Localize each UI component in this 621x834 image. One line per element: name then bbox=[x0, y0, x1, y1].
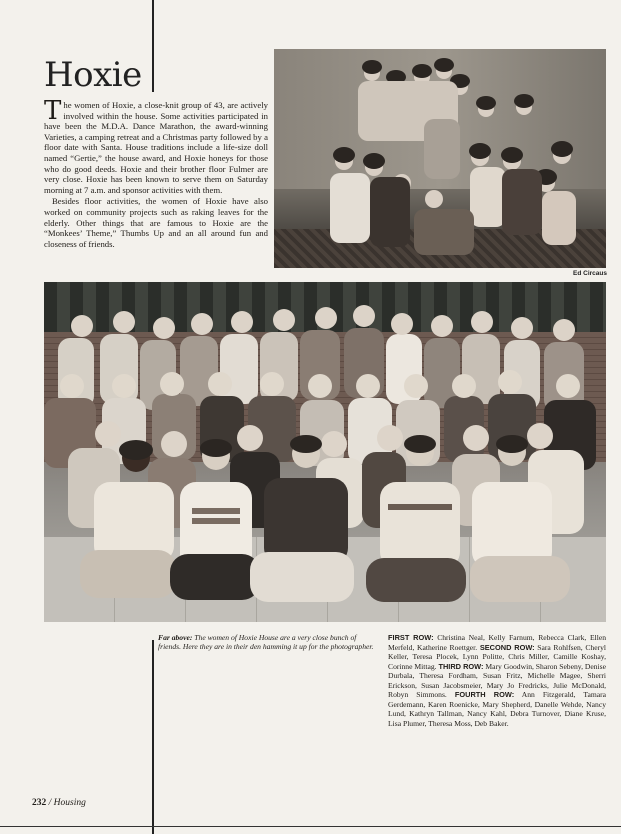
body-paragraph-1-text: he women of Hoxie, a close-knit group of 43, are actively involved within the house. Some activities participated in have been the M.D.A. Dance Marathon, the award-winning Varieties, a camping retreat and a Christmas party followed by a floor date with Santa. House traditions include a life-size doll named “Gertie,” the house award, and Hoxie honeys for those who do good deeds. Hoxie and their brother floor Fulmer are very close. Hoxie has been known to serve them on Saturday morning at 7 a.m. and sponsor activities with them. bbox=[44, 100, 268, 195]
first-row-label: FIRST ROW: bbox=[388, 633, 434, 642]
caption-text: The women of Hoxie House are a very close bunch of friends. Here they are in their den hamming it up for the photographer. bbox=[158, 633, 374, 652]
third-row-label: THIRD ROW: bbox=[438, 661, 484, 671]
body-paragraph-1 bbox=[44, 96, 268, 195]
den-group-figures bbox=[274, 49, 606, 268]
third-row-names: Mary Goodwin, Sharon Sebeny, Denise Durbala, Theresa Fordham, Susan Fritz, Michelle Magee, Sherri Erickson, Susan Jacobsmeier, Mary Jo Fredricks, Julie McDonald, Robyn Simmons. bbox=[388, 661, 606, 699]
caption-lead: Far above: bbox=[158, 633, 193, 642]
fourth-row-label: FOURTH ROW: bbox=[454, 690, 515, 699]
body-paragraph-2: Besides floor activities, the women of Hoxie have also worked on community projects such as raking leaves for the elderly. Other things that are famous to Hoxie are the “Monkees’ Theme,” Thumbs Up and an all around fun and closeness of friends. bbox=[44, 196, 268, 249]
first-row-names: Christina Neal, Kelly Farnum, Rebecca Clark, Ellen Merfeld, Katherine Roettger. bbox=[388, 633, 606, 652]
group-photo-den bbox=[274, 49, 606, 268]
fourth-row-names: Ann Fitzgerald, Tamara Gerdemann, Karen Roenicke, Mary Shepherd, Danelle Wehde, Nancy Lund, Kathryn Tallman, Nancy Kahl, Debra Turnover, Diane Kruse, Lisa Plumer, Theresa Moss, Deb Baker. bbox=[388, 690, 607, 728]
outdoor-group-figures bbox=[44, 282, 606, 622]
second-row-label: SECOND ROW: bbox=[479, 642, 535, 652]
page-folio bbox=[32, 798, 86, 808]
second-row-names: Sara Rohlfsen, Cheryl Keller, Teresa Plocek, Lynn Politte, Chris Miller, Camille Koshay, Corinne Mittag. bbox=[388, 642, 607, 671]
page-title: Hoxie bbox=[44, 55, 142, 95]
vertical-rule-bottom bbox=[152, 640, 154, 834]
body-text bbox=[44, 96, 268, 250]
page-number: 232 bbox=[32, 798, 47, 808]
photo-caption-den bbox=[158, 633, 374, 652]
photo-caption-names bbox=[388, 633, 606, 728]
group-photo-outdoor bbox=[44, 282, 606, 622]
bottom-rule bbox=[0, 826, 621, 827]
vertical-rule-top bbox=[152, 0, 154, 92]
drop-cap: T bbox=[44, 96, 62, 126]
photo-credit: Ed Circaus bbox=[573, 270, 607, 277]
section-name: / Housing bbox=[48, 798, 86, 808]
